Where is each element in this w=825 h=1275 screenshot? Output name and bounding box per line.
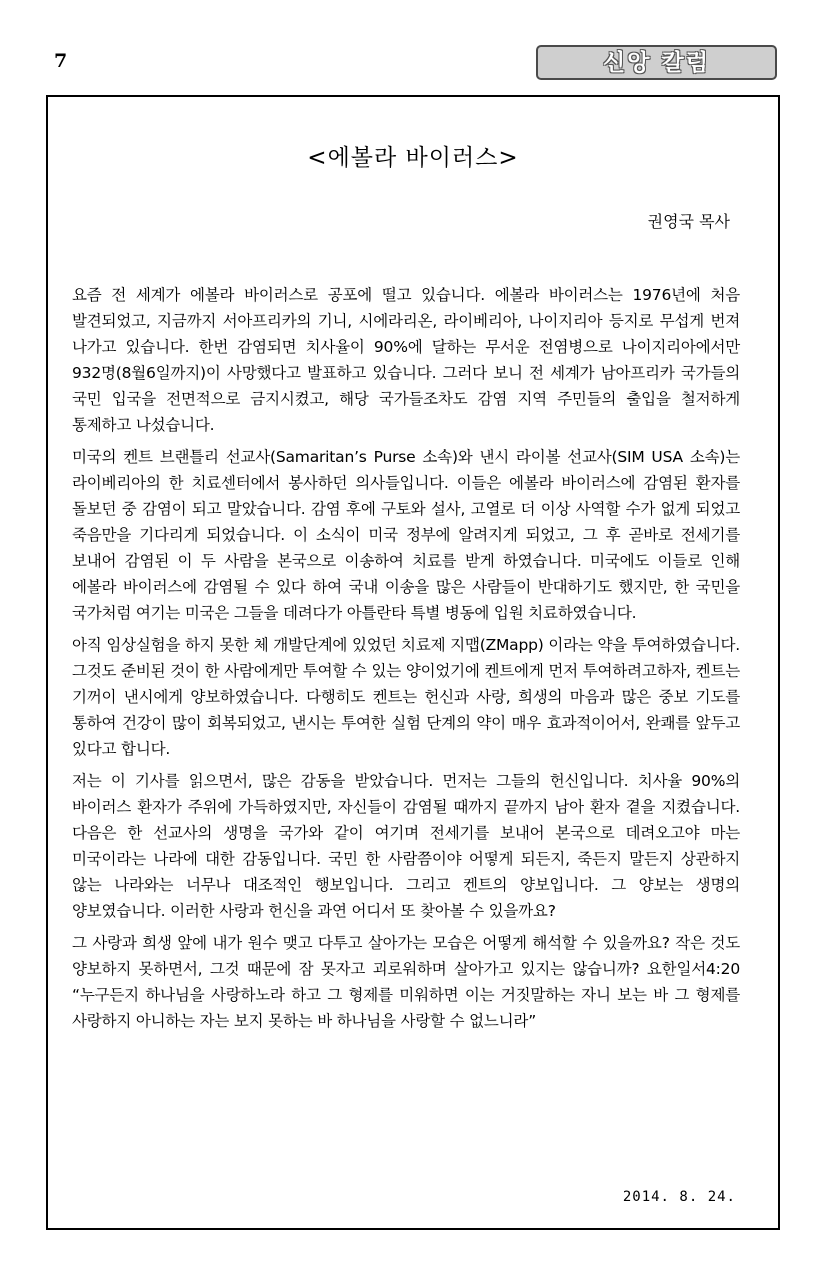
- article-title: <에볼라 바이러스>: [307, 145, 519, 171]
- article-author: 권영국 목사: [647, 212, 730, 231]
- paragraph-4: 저는 이 기사를 읽으면서, 많은 감동을 받았습니다. 먼저는 그들의 헌신입니다. 치사율 90%의 바이러스 환자가 주위에 가득하였지만, 자신들이 감염될 때까지 끝까지 남아 환자 곁을 지켰습니다. 다음은 한 선교사의 생명을 국가와 같이 여기며 전세기를 보내어 본국으로 데려오고야 마는 미국이라는 나라에 대한 감동입니다. 국민 한 사람쯤이야 어떻게 되든지, 죽든지 말든지 상관하지 않는 나라와는 너무나 대조적인 행보입니다. 그리고 켄트의 양보입니다. 그 양보는 생명의 양보였습니다. 이러한 사랑과 헌신을 과연 어디서 또 찾아볼 수 있을까요?: [72, 772, 740, 920]
- article-date: 2014. 8. 24.: [622, 1189, 736, 1205]
- paragraph-5: 그 사랑과 희생 앞에 내가 원수 맺고 다투고 살아가는 모습은 어떻게 해석할 수 있을까요? 작은 것도 양보하지 못하면서, 그것 때문에 잠 못자고 괴로워하며 살아가고 있지는 않습니까? 요한일서4:20 “누구든지 하나님을 사랑하노라 하고 그 형제를 미워하면 이는 거짓말하는 자니 보는 바 그 형제를 사랑하지 아니하는 자는 보지 못하는 바 하나님을 사랑할 수 없느니라”: [72, 934, 740, 1030]
- section-label: 신앙 칼럼: [536, 45, 777, 80]
- article-body: [72, 282, 740, 1040]
- paragraph-1: 요즘 전 세계가 에볼라 바이러스로 공포에 떨고 있습니다. 에볼라 바이러스는 1976년에 처음 발견되었고, 지금까지 서아프리카의 기니, 시에라리온, 라이베리아, 나이지리아 등지로 무섭게 번져 나가고 있습니다. 한번 감염되면 치사율이 90%에 달하는 무서운 전염병으로 나이지리아에서만 932명(8월6일까지)이 사망했다고 발표하고 있습니다. 그러다 보니 전 세계가 남아프리카 국가들의 국민 입국을 전면적으로 금지시켰고, 해당 국가들조차도 감염 지역 주민들의 출입을 철저하게 통제하고 나섰습니다.: [72, 286, 740, 434]
- paragraph-3: 아직 임상실험을 하지 못한 체 개발단계에 있었던 치료제 지맵(ZMapp) 이라는 약을 투여하였습니다. 그것도 준비된 것이 한 사람에게만 투여할 수 있는 양이었기에 켄트에게 먼저 투여하려고하자, 켄트는 기꺼이 낸시에게 양보하였습니다. 다행히도 켄트는 헌신과 사랑, 희생의 마음과 많은 중보 기도를 통하여 건강이 많이 회복되었고, 낸시는 투여한 실험 단계의 약이 매우 효과적이어서, 완쾌를 앞두고 있다고 합니다.: [72, 636, 740, 758]
- article-box: [46, 95, 780, 1230]
- paragraph-2: 미국의 켄트 브랜틀리 선교사(Samaritan’s Purse 소속)와 낸시 라이볼 선교사(SIM USA 소속)는 라이베리아의 한 치료센터에서 봉사하던 의사들입니다. 이들은 에볼라 바이러스에 감염된 환자를 돌보던 중 감염이 되고 말았습니다. 감염 후에 구토와 설사, 고열로 더 이상 사역할 수가 없게 되었고 죽음만을 기다리게 되었습니다. 이 소식이 미국 정부에 알려지게 되었고, 그 후 곧바로 전세기를 보내어 감염된 이 두 사람을 본국으로 이송하여 치료를 받게 하였습니다. 미국에도 이들로 인해 에볼라 바이러스에 감염될 수 있다 하여 국내 이송을 많은 사람들이 반대하기도 했지만, 한 국민을 국가처럼 여기는 미국은 그들을 데려다가 아틀란타 특별 병동에 입원 치료하였습니다.: [72, 448, 740, 622]
- page-number: 7: [54, 50, 68, 72]
